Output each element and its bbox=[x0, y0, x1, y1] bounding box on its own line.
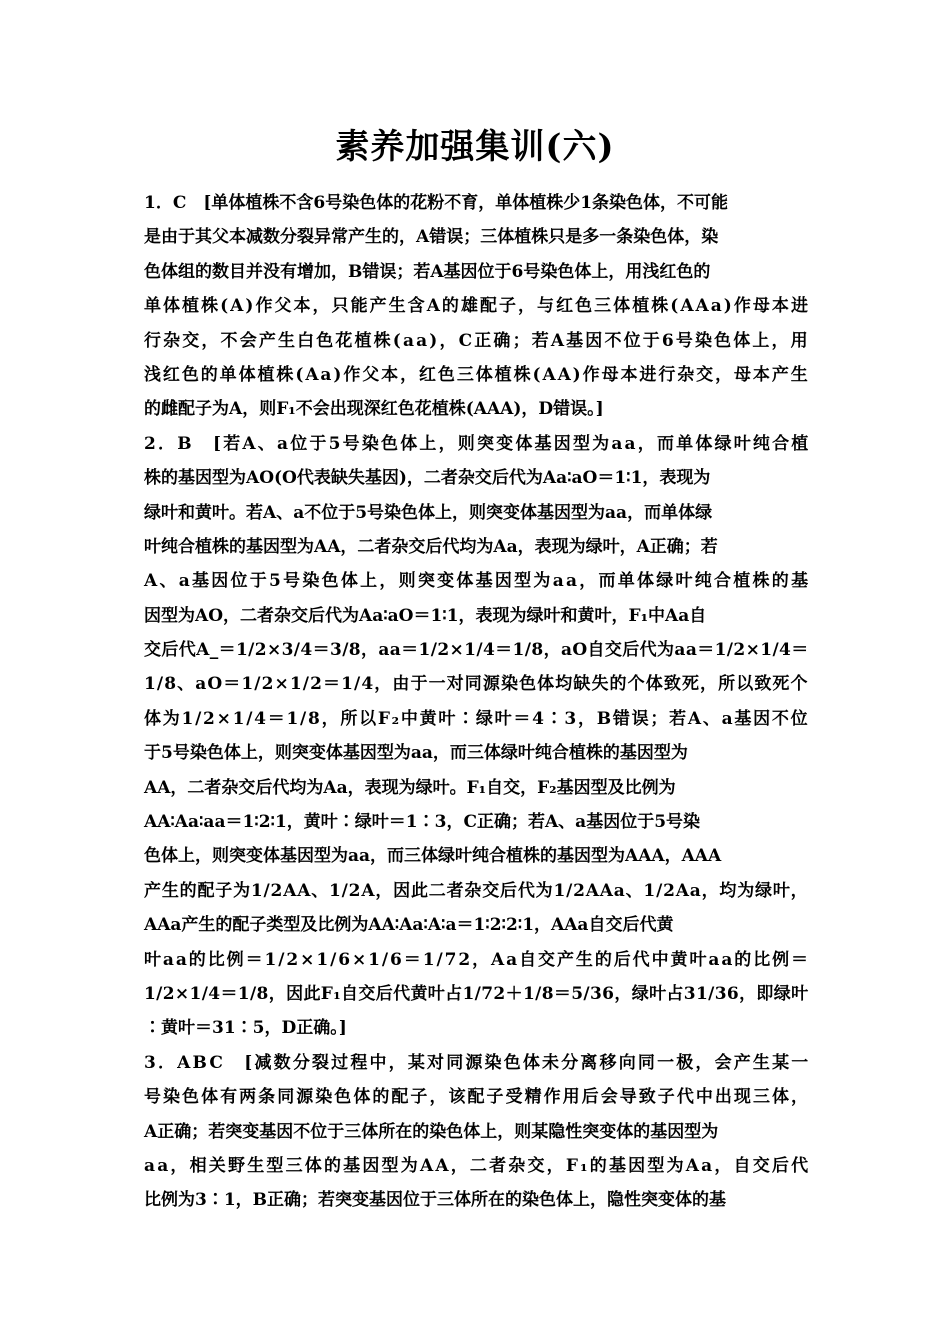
text-line: 于5号染色体上，则突变体基因型为aa，而三体绿叶纯合植株的基因型为 bbox=[144, 743, 688, 764]
text-line: 1/2×1/4＝1/8，因此F₁自交后代黄叶占1/72＋1/8＝5/36，绿叶占31/36，即绿叶 bbox=[144, 983, 809, 1004]
text-line: AA，二者杂交后代均为Aa，表现为绿叶。F₁自交，F₂基因型及比例为 bbox=[144, 777, 676, 798]
text-line: 绿叶和黄叶。若A、a不位于5号染色体上，则突变体基因型为aa，而单体绿 bbox=[144, 502, 713, 523]
answer-item-2 bbox=[144, 427, 811, 1046]
text-line: ∶黄叶＝31∶5，D正确。] bbox=[144, 1018, 347, 1039]
text-line: AAa产生的配子类型及比例为AA∶Aa∶A∶a＝1∶2∶2∶1，AAa自交后代黄 bbox=[144, 915, 674, 936]
text-line: 比例为3∶1，B正确；若突变基因位于三体所在的染色体上，隐性突变体的基 bbox=[144, 1190, 727, 1211]
text-line: 浅红色的单体植株(Aa)作父本，红色三体植株(AA)作母本进行杂交，母本产生 bbox=[144, 364, 810, 385]
page-title: 素养加强集训(六) bbox=[335, 127, 615, 167]
text-line: 叶纯合植株的基因型为AA，二者杂交后代均为Aa，表现为绿叶，A正确；若 bbox=[144, 536, 718, 557]
text-line: A正确；若突变基因不位于三体所在的染色体上，则某隐性突变体的基因型为 bbox=[144, 1121, 719, 1142]
text-line: 因型为AO，二者杂交后代为Aa∶aO＝1∶1，表现为绿叶和黄叶，F₁中Aa自 bbox=[144, 605, 707, 626]
text-line: 色体组的数目并没有增加，B错误；若A基因位于6号染色体上，用浅红色的 bbox=[144, 261, 711, 282]
text-line: 色体上，则突变体基因型为aa，而三体绿叶纯合植株的基因型为AAA，AAA bbox=[144, 846, 722, 867]
text-line: aa，相关野生型三体的基因型为AA，二者杂交，F₁的基因型为Aa，自交后代 bbox=[144, 1155, 811, 1176]
text-line: AA∶Aa∶aa＝1∶2∶1，黄叶∶绿叶＝1∶3，C正确；若A、a基因位于5号染 bbox=[144, 812, 701, 833]
text-line: A、a基因位于5号染色体上，则突变体基因型为aa，而单体绿叶纯合植株的基 bbox=[144, 571, 811, 592]
text-line: 2．B [若A、a位于5号染色体上，则突变体基因型为aa，而单体绿叶纯合植 bbox=[144, 433, 811, 454]
text-line: 产生的配子为1/2AA、1/2A，因此二者杂交后代为1/2AAa、1/2Aa，均为绿叶， bbox=[144, 880, 809, 901]
text-line: 单体植株(A)作父本，只能产生含A的雄配子，与红色三体植株(AAa)作母本进 bbox=[144, 296, 810, 317]
text-line: 行杂交，不会产生白色花植株(aa)，C正确；若A基因不位于6号染色体上，用 bbox=[144, 330, 810, 351]
answer-content bbox=[144, 186, 811, 1218]
text-line: 叶aa的比例＝1/2×1/6×1/6＝1/72，Aa自交产生的后代中黄叶aa的比例＝ bbox=[144, 949, 810, 970]
text-line: 交后代A_＝1/2×3/4＝3/8，aa＝1/2×1/4＝1/8，aO自交后代为aa＝1/2×1/4＝ bbox=[144, 640, 809, 661]
text-line: 1．C [单体植株不含6号染色体的花粉不育，单体植株少1条染色体，不可能 bbox=[144, 193, 729, 213]
answer-item-1 bbox=[144, 186, 808, 427]
answer-item-3 bbox=[144, 1046, 811, 1218]
text-line: 号染色体有两条同源染色体的配子，该配子受精作用后会导致子代中出现三体， bbox=[144, 1087, 811, 1108]
text-line: 体为1/2×1/4＝1/8，所以F₂中黄叶∶绿叶＝4∶3，B错误；若A、a基因不位 bbox=[144, 708, 810, 729]
text-line: 是由于其父本减数分裂异常产生的，A错误；三体植株只是多一条染色体，染 bbox=[144, 227, 719, 248]
text-line: 株的基因型为AO(O代表缺失基因)，二者杂交后代为Aa∶aO＝1∶1，表现为 bbox=[144, 468, 711, 489]
text-line: 3．ABC [减数分裂过程中，某对同源染色体未分离移向同一极，会产生某一 bbox=[144, 1052, 811, 1073]
text-line: 1/8、aO＝1/2×1/2＝1/4，由于一对同源染色体均缺失的个体致死，所以致死个 bbox=[144, 674, 809, 695]
text-line: 的雌配子为A，则F₁不会出现深红色花植株(AAA)，D错误。] bbox=[144, 399, 604, 420]
